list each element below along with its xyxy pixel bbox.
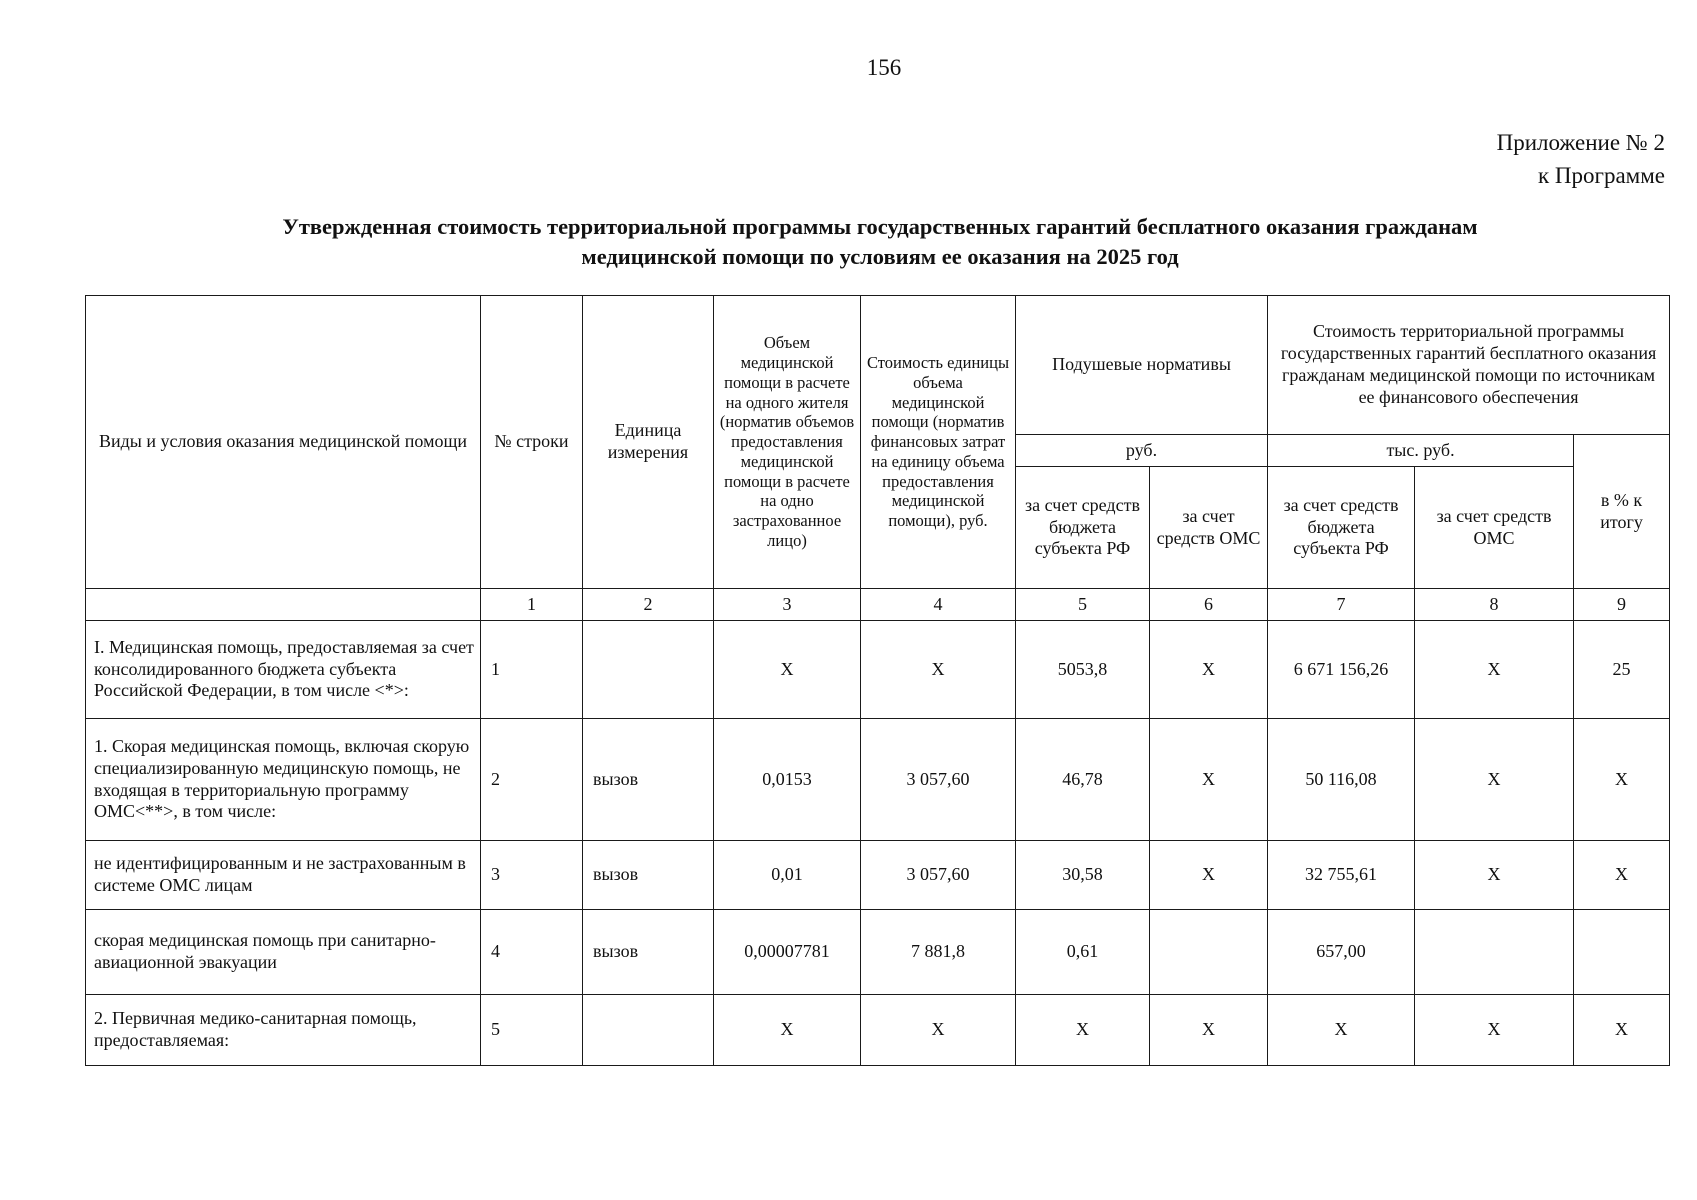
header-cell-unit-cost: Стоимость единицы объема медицинской помощи (норматив финансовых затрат на единицу объема предоставления медицинской помощи), руб. <box>861 296 1016 589</box>
row-label: 2. Первичная медико-санитарная помощь, предоставляемая: <box>86 995 481 1066</box>
row-volume: X <box>714 621 861 719</box>
row-cost-budget: X <box>1268 995 1415 1066</box>
table-row <box>86 719 1670 841</box>
row-percent <box>1574 910 1670 995</box>
column-number: 5 <box>1016 589 1150 621</box>
row-per-capita-budget: X <box>1016 995 1150 1066</box>
row-unit-cost: X <box>861 621 1016 719</box>
row-cost-oms <box>1415 910 1574 995</box>
column-numbers-row <box>86 589 1670 621</box>
appendix-reference <box>1497 126 1665 193</box>
header-cell-per-capita: Подушевые нормативы <box>1016 296 1268 435</box>
row-label: I. Медицинская помощь, предоставляемая за счет консолидированного бюджета субъекта Российской Федерации, в том числе <*>: <box>86 621 481 719</box>
document-title-line-1: Утвержденная стоимость территориальной программы государственных гарантий бесплатного оказания гражданам <box>282 214 1478 239</box>
header-cell-volume: Объем медицинской помощи в расчете на одного жителя (норматив объемов предоставления медицинской помощи в расчете на одно застрахованное лицо) <box>714 296 861 589</box>
column-number: 9 <box>1574 589 1670 621</box>
row-unit <box>583 995 714 1066</box>
header-cell-type: Виды и условия оказания медицинской помощи <box>86 296 481 589</box>
row-number: 2 <box>481 719 583 841</box>
header-cell-unit: Единица измерения <box>583 296 714 589</box>
row-unit-cost: 7 881,8 <box>861 910 1016 995</box>
table-row <box>86 995 1670 1066</box>
row-per-capita-oms: X <box>1150 841 1268 910</box>
row-percent: 25 <box>1574 621 1670 719</box>
column-number: 8 <box>1415 589 1574 621</box>
column-number: 1 <box>481 589 583 621</box>
header-cell-program-cost: Стоимость территориальной программы государственных гарантий бесплатного оказания гражданам медицинской помощи по источникам ее финансового обеспечения <box>1268 296 1670 435</box>
header-cell-rub: руб. <box>1016 435 1268 467</box>
header-cell-oms-rub: за счет средств ОМС <box>1150 467 1268 589</box>
row-unit-cost: 3 057,60 <box>861 841 1016 910</box>
appendix-line-2: к Программе <box>1538 163 1665 189</box>
column-number: 6 <box>1150 589 1268 621</box>
column-number: 2 <box>583 589 714 621</box>
column-number <box>86 589 481 621</box>
row-cost-oms: X <box>1415 621 1574 719</box>
row-cost-budget: 6 671 156,26 <box>1268 621 1415 719</box>
table-row <box>86 621 1670 719</box>
appendix-line-1: Приложение № 2 <box>1496 130 1665 155</box>
row-label: скорая медицинская помощь при санитарно-авиационной эвакуации <box>86 910 481 995</box>
row-per-capita-budget: 46,78 <box>1016 719 1150 841</box>
row-percent: X <box>1574 719 1670 841</box>
row-cost-oms: X <box>1415 841 1574 910</box>
row-per-capita-budget: 0,61 <box>1016 910 1150 995</box>
row-per-capita-budget: 5053,8 <box>1016 621 1150 719</box>
row-cost-oms: X <box>1415 719 1574 841</box>
row-cost-oms: X <box>1415 995 1574 1066</box>
row-unit: вызов <box>583 719 714 841</box>
header-cell-thousand-rub: тыс. руб. <box>1268 435 1574 467</box>
row-volume: 0,01 <box>714 841 861 910</box>
row-per-capita-oms <box>1150 910 1268 995</box>
row-per-capita-budget: 30,58 <box>1016 841 1150 910</box>
header-cell-budget-rub: за счет средств бюджета субъекта РФ <box>1016 467 1150 589</box>
column-number: 7 <box>1268 589 1415 621</box>
row-label: 1. Скорая медицинская помощь, включая скорую специализированную медицинскую помощь, не входящая в территориальную программу ОМС<**>, в том числе: <box>86 719 481 841</box>
row-cost-budget: 50 116,08 <box>1268 719 1415 841</box>
document-title <box>120 212 1640 271</box>
row-unit <box>583 621 714 719</box>
row-percent: X <box>1574 841 1670 910</box>
row-unit: вызов <box>583 910 714 995</box>
document-title-line-2: медицинской помощи по условиям ее оказания на 2025 год <box>581 243 1179 269</box>
header-cell-oms-thousand: за счет средств ОМС <box>1415 467 1574 589</box>
header-cell-percent: в % к итогу <box>1574 435 1670 589</box>
table-header-row <box>86 296 1670 435</box>
row-unit-cost: 3 057,60 <box>861 719 1016 841</box>
column-number: 3 <box>714 589 861 621</box>
header-cell-row-number: № строки <box>481 296 583 589</box>
row-volume: 0,0153 <box>714 719 861 841</box>
table-row <box>86 910 1670 995</box>
row-unit-cost: X <box>861 995 1016 1066</box>
page-number: 156 <box>866 55 902 80</box>
column-number: 4 <box>861 589 1016 621</box>
row-label: не идентифицированным и не застрахованным в системе ОМС лицам <box>86 841 481 910</box>
cost-table <box>85 295 1670 1066</box>
row-percent: X <box>1574 995 1670 1066</box>
row-number: 3 <box>481 841 583 910</box>
row-number: 5 <box>481 995 583 1066</box>
row-number: 4 <box>481 910 583 995</box>
header-cell-budget-thousand: за счет средств бюджета субъекта РФ <box>1268 467 1415 589</box>
row-unit: вызов <box>583 841 714 910</box>
row-per-capita-oms: X <box>1150 719 1268 841</box>
row-per-capita-oms: X <box>1150 621 1268 719</box>
row-per-capita-oms: X <box>1150 995 1268 1066</box>
row-volume: 0,00007781 <box>714 910 861 995</box>
row-cost-budget: 32 755,61 <box>1268 841 1415 910</box>
row-volume: X <box>714 995 861 1066</box>
row-number: 1 <box>481 621 583 719</box>
table-row <box>86 841 1670 910</box>
row-cost-budget: 657,00 <box>1268 910 1415 995</box>
